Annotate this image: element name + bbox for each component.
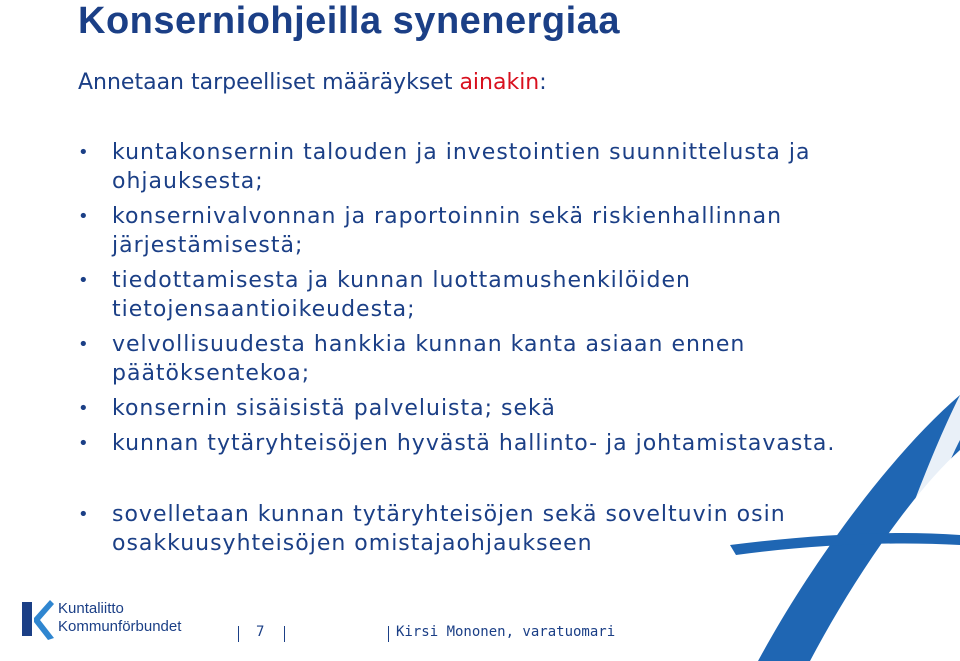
bullet-text: tiedottamisesta ja kunnan luottamushenkilöiden tietojensaantioikeudesta; <box>112 268 691 322</box>
subtitle-suffix: : <box>539 70 547 95</box>
list-item <box>78 138 878 196</box>
bullet-text: konsernin sisäisistä palveluista; sekä <box>112 396 556 421</box>
list-item <box>78 330 878 388</box>
logo-text <box>58 600 181 636</box>
bullet-icon: • <box>78 334 90 355</box>
logo-line1: Kuntaliitto <box>58 600 124 617</box>
bullet-text: konsernivalvonnan ja raportoinnin sekä riskienhallinnan järjestämisestä; <box>112 204 783 258</box>
bullet-text: kuntakonsernin talouden ja investointien suunnittelusta ja ohjauksesta; <box>112 140 811 194</box>
bullet-text: kunnan tytäryhteisöjen hyvästä hallinto- ja johtamistavasta. <box>112 431 836 456</box>
list-item <box>78 500 878 558</box>
list-item <box>78 202 878 260</box>
subtitle-highlight: ainakin <box>459 70 540 95</box>
list-item <box>78 266 878 324</box>
bullet-icon: • <box>78 504 90 525</box>
bullet-icon: • <box>78 206 90 227</box>
kuntaliitto-mark-icon <box>20 596 54 640</box>
logo-line2: Kommunförbundet <box>58 618 182 635</box>
subtitle-prefix: Annetaan tarpeelliset määräykset <box>78 70 460 95</box>
footer-divider <box>238 626 239 642</box>
slide-subtitle <box>78 70 547 95</box>
kuntaliitto-logo <box>20 596 220 646</box>
bullet-icon: • <box>78 270 90 291</box>
slide-title: Konserniohjeilla synenergiaa <box>78 0 620 42</box>
bullet-list <box>78 138 878 564</box>
bullet-icon: • <box>78 142 90 163</box>
footer-author: Kirsi Mononen, varatuomari <box>396 624 616 640</box>
bullet-text: velvollisuudesta hankkia kunnan kanta asiaan ennen päätöksentekoa; <box>112 332 746 386</box>
list-item <box>78 429 878 458</box>
page-number: 7 <box>256 624 265 640</box>
bullet-icon: • <box>78 398 90 419</box>
bullet-text: sovelletaan kunnan tytäryhteisöjen sekä soveltuvin osin osakkuusyhteisöjen omistajaohjaukseen <box>112 502 786 556</box>
bullet-icon: • <box>78 433 90 454</box>
footer-divider <box>388 626 389 642</box>
list-item <box>78 394 878 423</box>
footer-divider <box>284 626 285 642</box>
